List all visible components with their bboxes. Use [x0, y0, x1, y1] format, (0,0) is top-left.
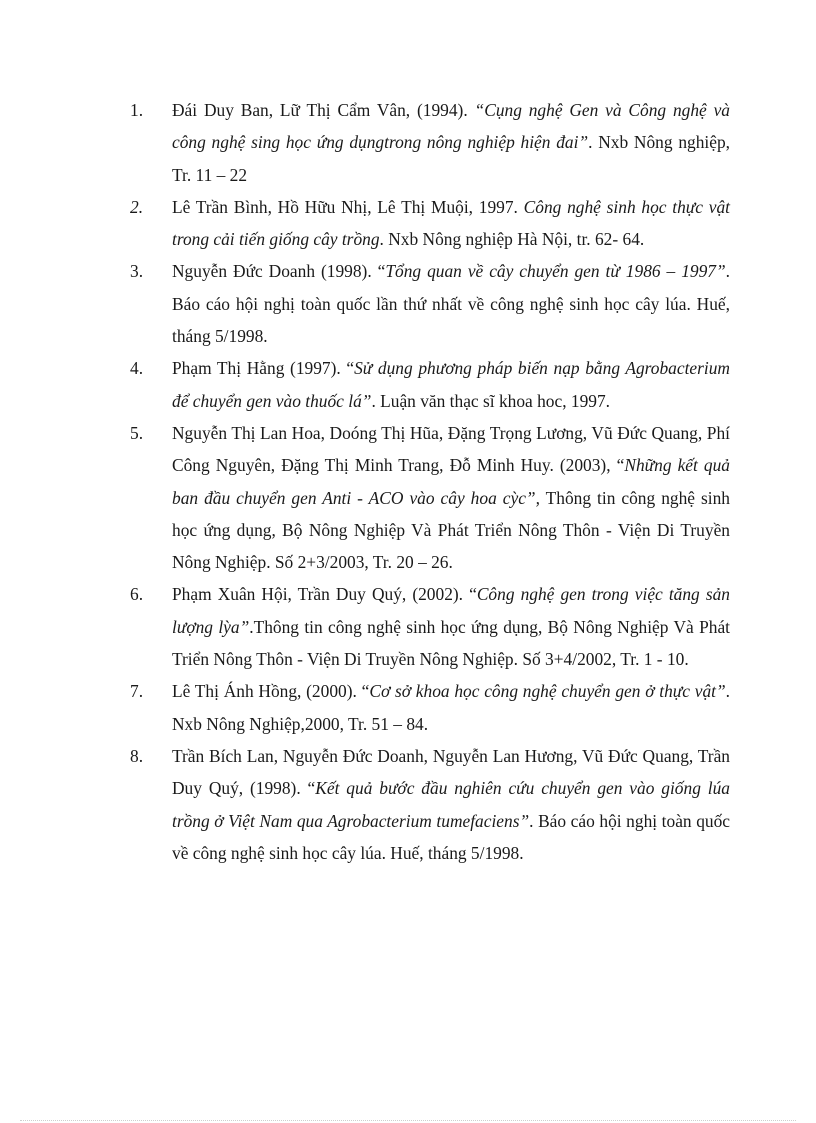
reference-title: “Cụng nghệ Gen và Công nghệ và công nghệ sing học ứng dụngtrong nông nghiệp hiện đai” [172, 100, 730, 153]
reference-source: . Nxb Nông nghiệp, Tr. 11 – 22 [172, 132, 731, 185]
reference-item [130, 191, 730, 256]
reference-item [130, 255, 730, 352]
reference-item [130, 94, 730, 191]
reference-authors: Nguyễn Thị Lan Hoa, Doóng Thị Hũa, Đặng Trọng Lương, Vũ Đức Quang, Phí Công Nguyên, Đặng Thị Minh Trang, Đỗ Minh Huy. (2003), “ [172, 422, 730, 476]
reference-number: 2. [130, 196, 144, 217]
reference-number: 3. [130, 261, 144, 282]
reference-list [130, 94, 730, 869]
reference-authors: Nguyễn Đức Doanh (1998). “ [172, 261, 386, 282]
reference-item [130, 740, 730, 869]
reference-title: Những kết quả ban đầu chuyển gen Anti - ACO vào cây hoa cỳc”, [172, 455, 730, 508]
reference-authors: Phạm Thị Hằng (1997). “ [172, 358, 355, 379]
reference-source: . Báo cáo hội nghị toàn quốc lần thứ nhất về công nghệ sinh học cây lúa. Huế, tháng 5/1998. [172, 261, 731, 347]
reference-source: Thông tin công nghệ sinh học ứng dụng, Bộ Nông Nghiệp Và Phát Triển Nông Thôn - Viện Di Truyền Nông Nghiệp. Số 2+3/2003, Tr. 20 – 26. [172, 487, 730, 573]
reference-title: Tổng quan về cây chuyển gen từ 1986 – 1997” [385, 261, 726, 282]
reference-source: . Báo cáo hội nghị toàn quốc về công nghệ sinh học cây lúa. Huế, tháng 5/1998. [172, 810, 730, 863]
reference-item [130, 417, 730, 578]
reference-source: . Nxb Nông Nghiệp,2000, Tr. 51 – 84. [172, 681, 730, 734]
reference-authors: Phạm Xuân Hội, Trần Duy Quý, (2002). “ [172, 584, 477, 605]
reference-authors: Đái Duy Ban, Lữ Thị Cẩm Vân, (1994). [172, 100, 475, 120]
reference-source: . Luận văn thạc sĩ khoa hoc, 1997. [371, 390, 611, 411]
reference-title: Công nghệ gen trong việc tăng sản lượng lỳa” [172, 584, 730, 637]
reference-authors: Trần Bích Lan, Nguyễn Đức Doanh, Nguyễn Lan Hương, Vũ Đức Quang, Trần Duy Quý, (1998). “ [172, 745, 730, 799]
reference-authors: Lê Thị Ánh Hồng, (2000). “ [172, 681, 370, 702]
page-bottom-divider [20, 1120, 796, 1121]
reference-source: . Nxb Nông nghiệp Hà Nội, tr. 62- 64. [379, 229, 645, 250]
reference-number: 1. [130, 100, 144, 120]
reference-source: .Thông tin công nghệ sinh học ứng dụng, Bộ Nông Nghiệp Và Phát Triển Nông Thôn - Viện Di Truyền Nông Nghiệp. Số 3+4/2002, Tr. 1 - 10. [172, 616, 731, 670]
reference-title: Kết quả bước đầu nghiên cứu chuyển gen vào giống lúa trồng ở Việt Nam qua Agrobacterium tumefaciens” [172, 778, 730, 831]
reference-title: Sử dụng phương pháp biến nạp bằng Agrobacterium để chuyển gen vào thuốc lá” [172, 358, 730, 411]
reference-number: 4. [130, 358, 144, 379]
reference-number: 5. [130, 422, 144, 443]
reference-number: 8. [130, 745, 144, 766]
reference-item [130, 675, 730, 740]
reference-authors: Lê Trần Bình, Hồ Hữu Nhị, Lê Thị Muội, 1997. [172, 196, 524, 217]
reference-item [130, 352, 730, 417]
reference-item [130, 578, 730, 675]
reference-title: Cơ sở khoa học công nghệ chuyển gen ở thực vật” [369, 681, 726, 702]
reference-number: 7. [130, 681, 144, 702]
reference-title: Công nghệ sinh học thực vật trong cải tiến giống cây trồng [172, 196, 730, 250]
reference-number: 6. [130, 584, 144, 605]
